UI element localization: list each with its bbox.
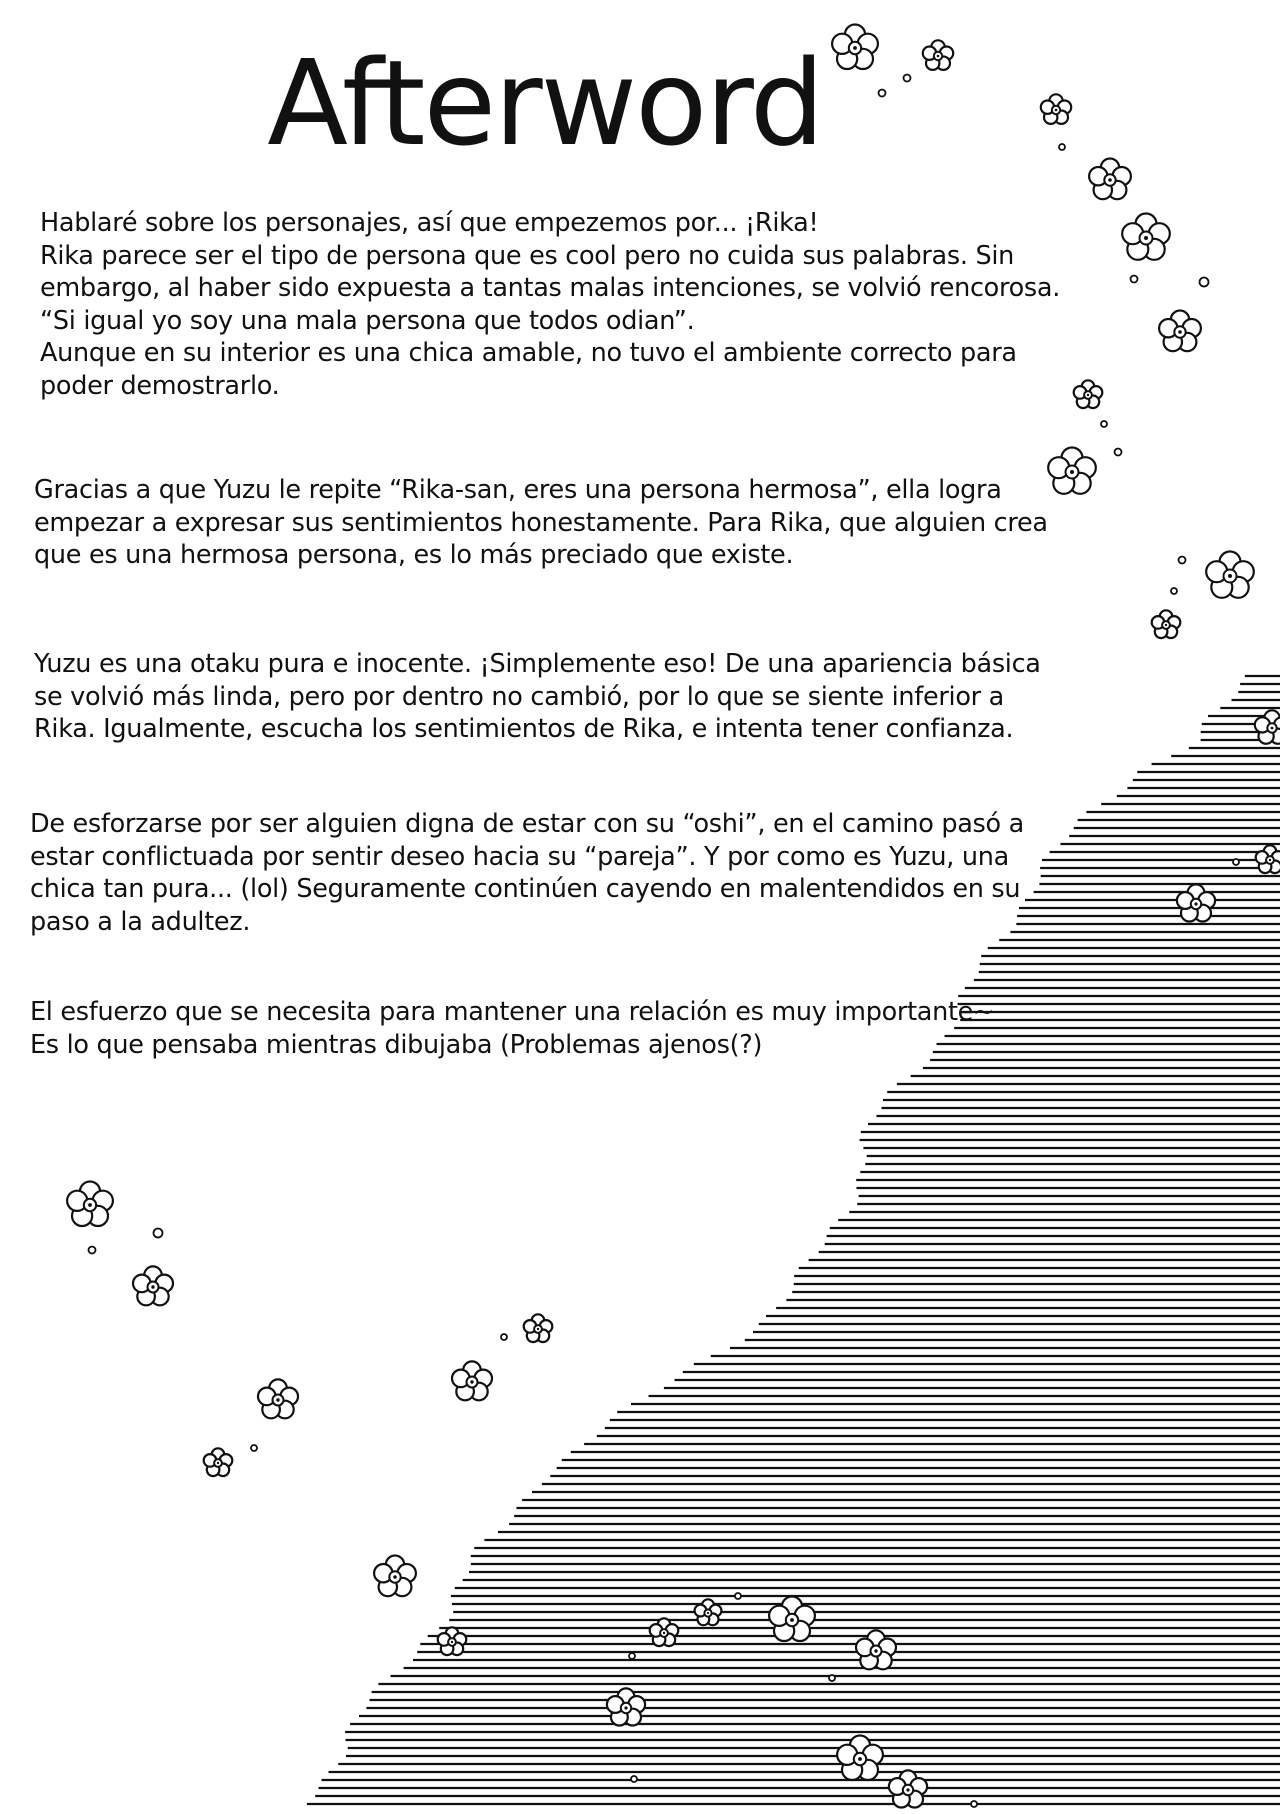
flower-icon — [1074, 380, 1103, 408]
flower-icon — [452, 1361, 492, 1400]
flower-icon — [374, 1556, 416, 1597]
bubble-dot — [501, 1334, 507, 1340]
bubble-dot — [631, 1776, 637, 1782]
flower-icon — [438, 1627, 467, 1655]
bubble-dot — [251, 1445, 257, 1451]
text-line: poder demostrarlo. — [40, 370, 280, 401]
flower-icon — [1048, 448, 1096, 494]
paragraph-yuzu-compliment — [34, 474, 1048, 572]
flower-icon — [524, 1314, 553, 1342]
paragraph-yuzu — [34, 648, 1041, 746]
bubble-dot — [89, 1247, 96, 1254]
bubble-dot — [1200, 278, 1209, 287]
bubble-dot — [971, 1801, 977, 1807]
page-title: Afterword — [267, 34, 823, 172]
flower-icon — [133, 1266, 173, 1305]
text-line: Gracias a que Yuzu le repite “Rika-san, eres una persona hermosa”, ella logra — [34, 475, 1002, 505]
text-line: embargo, al haber sido expuesta a tantas malas intenciones, se volvió rencorosa. — [40, 273, 1061, 304]
bubble-dot — [1233, 859, 1239, 865]
text-line: Es lo que pensaba mientras dibujaba (Problemas ajenos(?) — [30, 1029, 763, 1060]
paragraph-oshi — [30, 808, 1024, 938]
text-line: paso a la adultez. — [30, 906, 251, 937]
flower-icon — [1122, 214, 1170, 260]
text-line: estar conflictuada por sentir deseo hacia su “pareja”. Y por como es Yuzu, una — [30, 841, 1009, 872]
text-line: que es una hermosa persona, es lo más preciado que existe. — [34, 540, 794, 571]
bubble-dot — [735, 1593, 741, 1599]
bubble-dot — [1179, 557, 1186, 564]
flower-icon — [1177, 884, 1215, 921]
paragraph-rika — [40, 207, 1060, 403]
text-line: empezar a expresar sus sentimientos honestamente. Para Rika, que alguien crea — [34, 507, 1048, 538]
flower-icon — [204, 1448, 233, 1476]
bubble-dot — [629, 1653, 635, 1659]
text-line: De esforzarse por ser alguien digna de estar con su “oshi”, en el camino pasó a — [30, 809, 1024, 839]
flower-icon — [1256, 845, 1280, 873]
bubble-dot — [1131, 276, 1138, 283]
text-line: Aunque en su interior es una chica amable, no tuvo el ambiente correcto para — [40, 338, 1017, 369]
paragraph-closing — [30, 996, 994, 1061]
text-line: Rika. Igualmente, escucha los sentimientos de Rika, e intenta tener confianza. — [34, 714, 1014, 745]
flower-icon — [1159, 311, 1201, 352]
flower-icon — [67, 1182, 113, 1227]
flower-icon — [258, 1379, 298, 1418]
flower-icon — [607, 1688, 645, 1725]
bubble-dot — [1171, 588, 1177, 594]
flower-icon — [1152, 610, 1181, 638]
text-line: “Si igual yo soy una mala persona que todos odian”. — [40, 305, 695, 336]
flower-icon — [1206, 552, 1254, 598]
bubble-dot — [154, 1229, 163, 1238]
flower-icon — [650, 1618, 679, 1646]
text-line: Yuzu es una otaku pura e inocente. ¡Simplemente eso! De una apariencia básica — [34, 649, 1041, 679]
text-line: Rika parece ser el tipo de persona que es cool pero no cuida sus palabras. Sin — [40, 240, 1015, 271]
bubble-dot — [829, 1675, 835, 1681]
flower-icon — [889, 1770, 927, 1807]
text-line: se volvió más linda, pero por dentro no cambió, por lo que se siente inferior a — [34, 681, 1004, 712]
bubble-dot — [1101, 421, 1107, 427]
flower-icon — [1089, 159, 1131, 200]
text-line: El esfuerzo que se necesita para mantener una relación es muy importante~ — [30, 997, 995, 1027]
flower-icon — [837, 1736, 883, 1781]
text-line: chica tan pura... (lol) Seguramente continúen cayendo en malentendidos en su — [30, 874, 1021, 905]
text-line: Hablaré sobre los personajes, así que empezemos por... ¡Rika! — [40, 208, 819, 238]
bubble-dot — [1115, 449, 1122, 456]
